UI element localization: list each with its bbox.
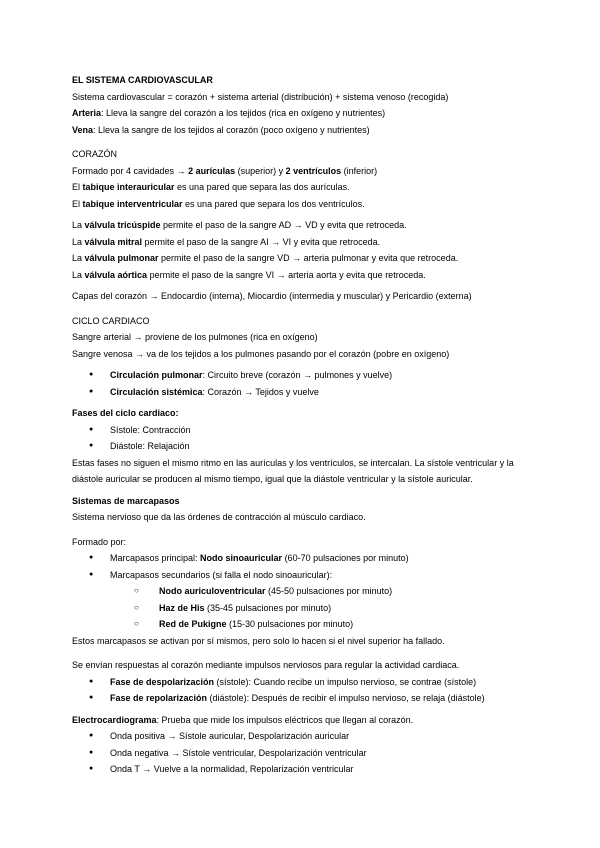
sub-term: Red de Pukigne	[159, 619, 227, 629]
tabique-interauricular-text: es una pared que separa las dos aurículas.	[174, 182, 350, 192]
list-item: ● Diástole: Relajación	[72, 438, 532, 455]
valvula-line	[72, 267, 532, 284]
ecg-line	[72, 712, 532, 729]
tabique-interventricular-term: tabique interventricular	[82, 198, 183, 209]
document-page	[72, 72, 532, 778]
sub-list-item	[72, 616, 532, 633]
list-item	[72, 550, 532, 567]
circulacion-pulmonar-text: : Circuito breve (corazón → pulmones y vuelve)	[202, 370, 393, 380]
circulacion-pulmonar-term: Circulación pulmonar	[110, 370, 203, 380]
list-item	[72, 674, 532, 691]
sub-rate: (45-50 pulsaciones por minuto)	[265, 586, 393, 596]
valvula-line	[72, 234, 532, 251]
ciclo-heading: CICLO CARDIACO	[72, 315, 150, 326]
sub-rate: (15-30 pulsaciones por minuto)	[226, 619, 354, 629]
valvula-text: permite el paso de la sangre AD → VD y evita que retroceda.	[160, 220, 407, 230]
vena-label: Vena	[72, 124, 94, 135]
corazon-heading: CORAZÓN	[72, 149, 117, 159]
valvula-pre: La	[72, 269, 85, 280]
cavidades-line	[72, 163, 532, 180]
valvula-text: permite el paso de la sangre VI → arteria aorta y evita que retroceda.	[147, 269, 426, 280]
despolarizacion-text: (sístole): Cuando recibe un impulso nervioso, se contrae (sístole)	[214, 676, 477, 687]
list-item: ● Sístole: Contracción	[72, 422, 532, 439]
valvula-line	[72, 217, 532, 234]
arteria-label: Arteria	[72, 108, 102, 118]
auriculas-term: 2 aurículas	[188, 165, 236, 176]
marcapasos-heading: Sistemas de marcapasos	[72, 495, 180, 506]
valvula-aortica-term: válvula aórtica	[84, 269, 148, 280]
vena-text: : Lleva la sangre de los tejidos al corazón (poco oxígeno y nutrientes)	[93, 124, 370, 135]
tabique-interventricular-line	[72, 196, 532, 213]
valvula-mitral-term: válvula mitral	[84, 236, 143, 247]
list-item: ● Onda negativa → Sístole ventricular, Despolarización ventricular	[72, 745, 532, 762]
fases-paragraph: Estas fases no siguen el mismo ritmo en las aurículas y los ventrículos, se intercalan. La sístole ventricular y la diástole auricular se producen al mismo tiempo, igual que la diástole ventricular y la sístole auricular.	[72, 457, 514, 484]
marcapasos-activan: Estos marcapasos se activan por sí mismos, pero solo lo hacen si el nivel superior ha fallado.	[72, 635, 445, 646]
sub-term: Nodo auriculoventricular	[159, 586, 266, 596]
arteria-line	[72, 105, 532, 122]
list-item	[72, 384, 532, 401]
sangre-venosa-line: Sangre venosa → va de los tejidos a los pulmones pasando por el corazón (pobre en oxígeno)	[72, 348, 450, 359]
arteria-text: : Lleva la sangre del corazón a los tejidos (rica en oxígeno y nutrientes)	[101, 108, 386, 118]
circulacion-sistemica-text: : Corazón → Tejidos y vuelve	[202, 386, 319, 397]
cavidades-text-c: (inferior)	[341, 165, 378, 176]
valvula-pre: La	[72, 253, 85, 263]
list-item	[72, 690, 532, 707]
cavidades-text-b: (superior) y	[235, 165, 286, 176]
ventriculos-term: 2 ventrículos	[285, 165, 342, 176]
tabique-interauricular-line	[72, 179, 532, 196]
nodo-sinoauricular-term: Nodo sinoauricular	[200, 553, 283, 563]
valvula-pulmonar-term: válvula pulmonar	[84, 253, 159, 263]
marcapasos-principal-text: Marcapasos principal:	[110, 553, 201, 563]
repolarizacion-text: (diástole): Después de recibir el impulso nervioso, se relaja (diástole)	[207, 693, 485, 703]
repolarizacion-term: Fase de repolarización	[110, 693, 208, 703]
document-title: EL SISTEMA CARDIOVASCULAR	[72, 75, 213, 85]
valvula-pre: La	[72, 220, 85, 230]
list-item: ● Marcapasos secundarios (si falla el nodo sinoauricular):	[72, 567, 532, 584]
despolarizacion-term: Fase de despolarización	[110, 676, 215, 687]
sub-rate: (35-45 pulsaciones por minuto)	[204, 602, 332, 613]
intro-definition: Sistema cardiovascular = corazón + sistema arterial (distribución) + sistema venoso (recogida)	[72, 91, 449, 102]
ecg-term: Electrocardiograma	[72, 714, 157, 725]
fases-heading: Fases del ciclo cardiaco:	[72, 408, 179, 418]
valvula-text: permite el paso de la sangre AI → VI y evita que retroceda.	[142, 236, 381, 247]
valvula-line	[72, 250, 532, 267]
capas-line: Capas del corazón → Endocardio (interna), Miocardio (intermedia y muscular) y Pericardio (externa)	[72, 291, 472, 301]
cavidades-text-a: Formado por 4 cavidades →	[72, 165, 189, 176]
vena-line	[72, 122, 532, 139]
circulacion-sistemica-term: Circulación sistémica	[110, 386, 203, 397]
tabique-b: El	[72, 198, 83, 209]
valvula-text: permite el paso de la sangre VD → arteria pulmonar y evita que retroceda.	[158, 253, 459, 263]
list-item: ● Onda T → Vuelve a la normalidad, Repolarización ventricular	[72, 761, 532, 778]
sub-list-item	[72, 583, 532, 600]
tabique-interauricular-term: tabique interauricular	[82, 182, 175, 192]
valvula-pre: La	[72, 236, 85, 247]
marcapasos-definition: Sistema nervioso que da las órdenes de contracción al músculo cardiaco.	[72, 512, 366, 522]
marcapasos-principal-rate: (60-70 pulsaciones por minuto)	[282, 553, 409, 563]
respuestas-line: Se envían respuestas al corazón mediante impulsos nerviosos para regular la actividad cardiaca.	[72, 660, 460, 670]
sub-list-item	[72, 600, 532, 617]
ecg-text: : Prueba que mide los impulsos eléctricos que llegan al corazón.	[156, 714, 414, 725]
tabique-interventricular-text: es una pared que separa los dos ventrículos.	[182, 198, 365, 209]
formado-por: Formado por:	[72, 536, 127, 547]
list-item: ● Onda positiva → Sístole auricular, Despolarización auricular	[72, 728, 532, 745]
sangre-arterial-line: Sangre arterial → proviene de los pulmones (rica en oxígeno)	[72, 332, 318, 342]
valvula-tricuspide-term: válvula tricúspide	[84, 220, 161, 230]
sub-term: Haz de His	[159, 602, 205, 613]
tabique-a: El	[72, 182, 83, 192]
list-item	[72, 367, 532, 384]
